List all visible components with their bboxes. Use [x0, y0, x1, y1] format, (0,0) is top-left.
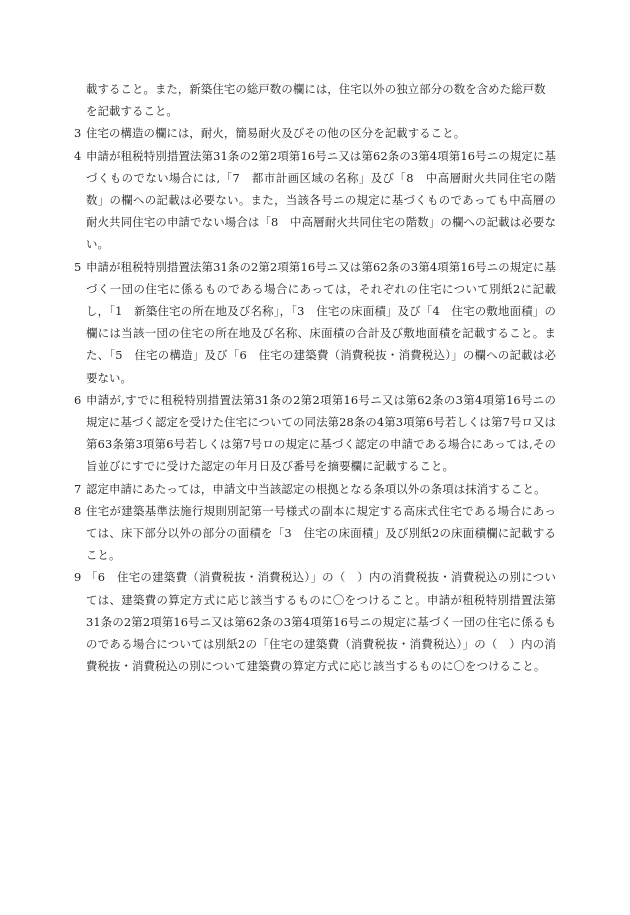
- note-item-6: [74, 389, 556, 478]
- note-text: 申請が租税特別措置法第31条の2第2項第16号ニ又は第62条の3第4項第16号ニの規定に基づくものでない場合には,「7 都市計画区域の名称」及び「8 中高層耐火共同住宅の階数」の欄への記載は必要ない。また，当該各号ニの規定に基づくものであっても中高層の耐火共同住宅の申請でない場合は「8 中高層耐火共同住宅の階数」の欄への記載は必要ない。: [86, 148, 556, 252]
- note-number: 6: [74, 392, 82, 407]
- note-item-7: [74, 478, 556, 500]
- note-text: 住宅の構造の欄には，耐火，簡易耐火及びその他の区分を記載すること。: [86, 126, 466, 141]
- note-item-9: [74, 566, 556, 677]
- note-text: 認定申請にあたっては，申請文中当該認定の根拠となる条項以外の条項は抹消すること。: [86, 481, 546, 496]
- note-number: 4: [74, 148, 82, 163]
- note-item-8: [74, 500, 556, 567]
- note-text: 「6 住宅の建築費（消費税抜・消費税込）」の（ ）内の消費税抜・消費税込の別については、建築費の算定方式に応じ該当するものに〇をつけること。申請が租税特別措置法第31条の2第2項第16号ニ又は第62条の3第4項第16号ニの規定に基づく一団の住宅に係るものである場合については別紙2の「住宅の建築費（消費税抜・消費税込）」の（ ）内の消費税抜・消費税込の別について建築費の算定方式に応じ該当するものに〇をつけること。: [86, 570, 556, 674]
- note-number: 5: [74, 259, 82, 274]
- note-number: 7: [74, 481, 82, 496]
- note-item-5: [74, 256, 556, 389]
- note-item-3: [74, 122, 556, 144]
- note-number: 3: [74, 126, 82, 141]
- note-text: 申請が,すでに租税特別措置法第31条の2第2項第16号ニ又は第62条の3第4項第16号ニの規定に基づく認定を受けた住宅についての同法第28条の4第3項第6号若しくは第7号ロ又は第63条第3項第6号若しくは第7号ロの規定に基づく認定の申請である場合にあっては,その旨並びにすでに受けた認定の年月日及び番号を摘要欄に記載すること。: [86, 392, 556, 474]
- note-number: 9: [74, 570, 82, 585]
- note-text: 申請が租税特別措置法第31条の2第2項第16号ニ又は第62条の3第4項第16号ニの規定に基づく一団の住宅に係るものである場合にあっては，それぞれの住宅について別紙2に記載し，「1 新築住宅の所在地及び名称」，「3 住宅の床面積」及び「4 住宅の敷地面積」の欄には当該一団の住宅の所在地及び名称、床面積の合計及び敷地面積を記載すること。また、「5 住宅の構造」及び「6 住宅の建築費（消費税抜・消費税込）」の欄への記載は必要ない。: [86, 259, 556, 385]
- note-item-4: [74, 145, 556, 256]
- document-body: [74, 78, 556, 677]
- note-number: 8: [74, 503, 82, 518]
- continued-paragraph: 載すること。また，新築住宅の総戸数の欄には，住宅以外の独立部分の数を含めた総戸数を記載すること。: [86, 82, 546, 119]
- note-text: 住宅が建築基準法施行規則別記第一号様式の副本に規定する高床式住宅である場合にあっては、床下部分以外の部分の面積を「3 住宅の床面積」及び別紙2の床面積欄に記載すること。: [86, 503, 556, 563]
